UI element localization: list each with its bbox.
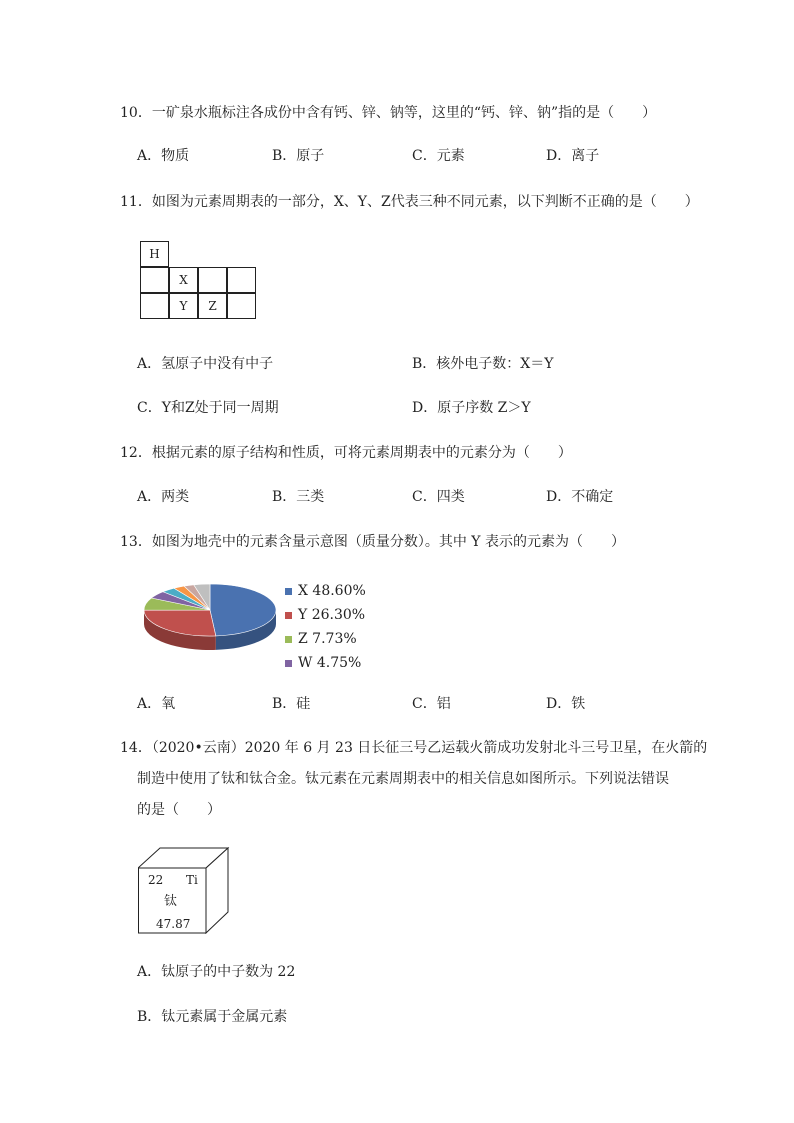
q14-stem-line3: 的是（ ） bbox=[137, 802, 221, 818]
q12-option-b: B．三类 bbox=[272, 489, 325, 505]
q12-option-c: C．四类 bbox=[412, 489, 465, 505]
q13-option-d: D．铁 bbox=[546, 696, 586, 712]
legend-swatch bbox=[285, 588, 292, 595]
q11-option-d: D．原子序数 Z＞Y bbox=[412, 400, 531, 416]
legend-swatch bbox=[285, 660, 292, 667]
q11-stem: 11．如图为元素周期表的一部分，X、Y、Z代表三种不同元素，以下判断不正确的是（ ） bbox=[120, 194, 699, 210]
q14-stem-line2: 制造中使用了钛和钛合金。钛元素在元素周期表中的相关信息如图所示。下列说法错误 bbox=[137, 771, 669, 787]
legend-swatch bbox=[285, 636, 292, 643]
pie-legend bbox=[285, 579, 366, 675]
q10-option-c: C．元素 bbox=[412, 148, 465, 164]
q12-option-a: A．两类 bbox=[137, 489, 190, 505]
legend-item-y bbox=[285, 603, 366, 627]
q14-option-a: A．钛原子的中子数为 22 bbox=[137, 964, 296, 980]
cell-empty bbox=[227, 267, 256, 293]
q12-option-d: D．不确定 bbox=[546, 489, 614, 505]
q10-stem: 10．一矿泉水瓶标注各成份中含有钙、锌、钠等，这里的“钙、锌、钠”指的是（ ） bbox=[120, 105, 657, 121]
legend-item-x bbox=[285, 579, 366, 603]
cell-empty bbox=[140, 293, 169, 319]
cell-x: X bbox=[169, 267, 198, 293]
legend-item-w bbox=[285, 651, 366, 675]
q13-stem: 13．如图为地壳中的元素含量示意图（质量分数）。其中 Y 表示的元素为（ ） bbox=[120, 534, 625, 550]
q11-option-c: C．Y和Z处于同一周期 bbox=[137, 400, 279, 416]
legend-label: X 48.60% bbox=[298, 583, 366, 599]
legend-label: Y 26.30% bbox=[298, 607, 366, 623]
cell-empty bbox=[140, 267, 169, 293]
element-name: 钛 bbox=[164, 894, 178, 909]
q10-option-d: D．离子 bbox=[546, 148, 600, 164]
q11-option-b: B．核外电子数：X＝Y bbox=[412, 356, 554, 372]
cell-z: Z bbox=[198, 293, 227, 319]
element-number: 22 bbox=[148, 873, 164, 887]
q12-stem: 12．根据元素的原子结构和性质，可将元素周期表中的元素分为（ ） bbox=[120, 445, 572, 461]
cell-y: Y bbox=[169, 293, 198, 319]
q10-option-b: B．原子 bbox=[272, 148, 325, 164]
titanium-element-card bbox=[138, 846, 230, 934]
legend-swatch bbox=[285, 612, 292, 619]
q14-stem-line1: 14．（2020•云南）2020 年 6 月 23 日长征三号乙运载火箭成功发射北斗三号卫星，在火箭的 bbox=[120, 740, 708, 756]
cell-empty bbox=[227, 293, 256, 319]
q13-option-c: C．铝 bbox=[412, 696, 451, 712]
element-mass: 47.87 bbox=[156, 917, 191, 931]
q14-option-b: B．钛元素属于金属元素 bbox=[137, 1009, 288, 1025]
element-symbol: Ti bbox=[186, 873, 198, 887]
q13-option-b: B．硅 bbox=[272, 696, 311, 712]
legend-label: Z 7.73% bbox=[298, 631, 357, 647]
legend-item-z bbox=[285, 627, 366, 651]
q13-option-a: A．氧 bbox=[137, 696, 176, 712]
q10-option-a: A．物质 bbox=[137, 148, 190, 164]
legend-label: W 4.75% bbox=[298, 655, 362, 671]
cell-h: H bbox=[140, 241, 169, 267]
periodic-table-fragment bbox=[140, 241, 260, 321]
cell-empty bbox=[198, 267, 227, 293]
q11-option-a: A．氢原子中没有中子 bbox=[137, 356, 274, 372]
